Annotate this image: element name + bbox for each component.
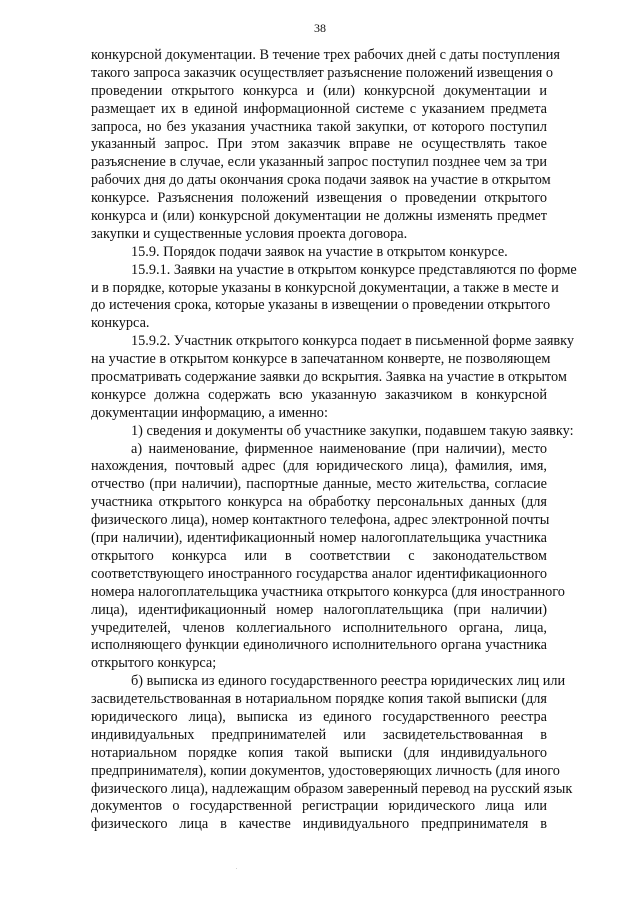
text-line: участника открытого конкурса на обработку персональных данных (для <box>91 494 547 511</box>
text-line: конкурсе. Разъяснения положений извещения о проведении открытого <box>91 190 547 207</box>
text-line: документов о государственной регистрации юридического лица или <box>91 798 547 815</box>
text-line: конкурсной документации. В течение трех рабочих дней с даты поступления <box>91 47 560 63</box>
text-line: индивидуальных предпринимателей или засвидетельствованная в <box>91 726 547 743</box>
text-line: лица), идентификационный номер налогоплательщика (при наличии) <box>91 601 547 618</box>
text-line: рабочих дня до даты окончания срока подачи заявок на участие в открытом <box>91 172 551 189</box>
text-line: открытого конкурса; <box>91 655 217 672</box>
scan-speck <box>236 868 237 869</box>
text-line: размещает их в единой информационной системе с указанием предмета <box>91 100 547 117</box>
text-line: нахождения, почтовый адрес (для юридического лица), фамилия, имя, <box>91 458 547 475</box>
document-body <box>91 47 577 834</box>
text-line: проведении открытого конкурса и (или) конкурсной документации и <box>91 82 547 99</box>
text-line: такого запроса заказчик осуществляет разъяснение положений извещения о <box>91 64 554 81</box>
text-line: отчество (при наличии), паспортные данные, место жительства, согласие <box>91 476 547 493</box>
text-line: предпринимателя), копии документов, удостоверяющих личность (для иного <box>91 762 560 779</box>
page-number: 38 <box>314 21 326 35</box>
text-line: и в порядке, которые указаны в конкурсной документации, а также в месте и <box>91 279 559 296</box>
text-line: 1) сведения и документы об участнике закупки, подавшем такую заявку: <box>131 422 574 439</box>
text-line: просматривать содержание заявки до вскрытия. Заявка на участие в открытом <box>91 369 567 386</box>
text-line: физического лица в качестве индивидуального предпринимателя в <box>91 816 547 833</box>
text-line: физического лица), надлежащим образом заверенный перевод на русский язык <box>91 780 573 797</box>
text-line: 15.9. Порядок подачи заявок на участие в открытом конкурсе. <box>131 243 508 260</box>
text-line: запроса, но без указания участника такой закупки, от которого поступил <box>91 118 547 135</box>
text-line: до истечения срока, которые указаны в извещении о проведении открытого <box>91 297 551 314</box>
text-line: указанный запрос. При этом заказчик вправе не осуществлять такое <box>91 136 547 153</box>
text-line: (при наличии), идентификационный номер налогоплательщика участника <box>91 530 547 547</box>
text-line: номера налогоплательщика участника открытого конкурса (для иностранного <box>91 583 565 600</box>
text-line: соответствующего иностранного государства аналог идентификационного <box>91 565 547 582</box>
text-line: засвидетельствованная в нотариальном порядке копия такой выписки (для <box>91 691 547 708</box>
text-line: на участие в открытом конкурсе в запечатанном конверте, не позволяющем <box>91 351 551 368</box>
text-line: физического лица), номер контактного телефона, адрес электронной почты <box>91 512 550 529</box>
text-line: юридического лица), выписка из единого государственного реестра <box>91 708 547 725</box>
text-line: открытого конкурса или в соответствии с законодательством <box>91 547 547 564</box>
text-line: исполняющего функции единоличного исполнительного органа участника <box>91 637 547 654</box>
text-line: конкурса и (или) конкурсной документации не должны изменять предмет <box>91 208 547 225</box>
text-line: нотариальном порядке копия такой выписки (для индивидуального <box>91 744 547 761</box>
text-line: конкурсе должна содержать всю указанную заказчиком в конкурсной <box>91 386 547 403</box>
text-line: конкурса. <box>91 315 150 332</box>
text-line: 15.9.1. Заявки на участие в открытом конкурсе представляются по форме <box>131 261 577 278</box>
text-line: разъяснение в случае, если указанный запрос поступил позднее чем за три <box>91 154 547 171</box>
text-line: закупки и существенные условия проекта договора. <box>91 225 408 242</box>
text-line: документации информацию, а именно: <box>91 404 328 421</box>
text-line: а) наименование, фирменное наименование (при наличии), место <box>131 440 547 457</box>
text-line: учредителей, членов коллегиального исполнительного органа, лица, <box>91 619 547 636</box>
text-line: б) выписка из единого государственного реестра юридических лиц или <box>131 673 566 690</box>
text-line: 15.9.2. Участник открытого конкурса подает в письменной форме заявку <box>131 333 575 350</box>
